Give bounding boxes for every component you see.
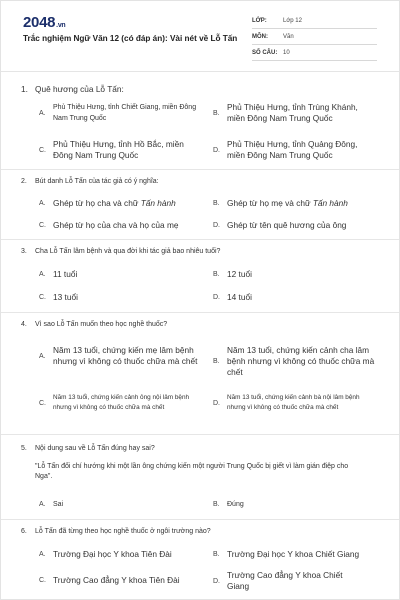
question-quote: "Lỗ Tấn đổi chí hướng khi một lần ông chứng kiến một người Trung Quốc bị giết vì làm gián điệp cho Nga". bbox=[35, 463, 349, 480]
meta-row-count: SỐ CÂU: 10 bbox=[252, 45, 377, 61]
option-b[interactable]: B. Đúng bbox=[213, 501, 244, 508]
divider bbox=[1, 239, 399, 240]
question-1 bbox=[21, 84, 381, 94]
option-d[interactable]: D. Năm 13 tuổi, chứng kiến cảnh bà nội lâm bệnh nhưng vì không có thuốc chữa mà chết bbox=[213, 394, 360, 411]
page-title: Trắc nghiệm Ngữ Văn 12 (có đáp án): Vài nét về Lỗ Tấn bbox=[23, 34, 238, 43]
option-c[interactable]: C. Phủ Thiệu Hưng, tỉnh Hồ Bắc, miền Đông Nam Trung Quốc bbox=[39, 139, 184, 160]
option-b[interactable]: B. Phủ Thiệu Hưng, tỉnh Trùng Khánh, miền Đông Nam Trung Quốc bbox=[213, 102, 358, 123]
meta-info bbox=[252, 13, 377, 61]
option-c[interactable]: C. Trường Cao đẳng Y khoa Tiên Đài bbox=[39, 575, 180, 585]
divider bbox=[1, 169, 399, 170]
option-d[interactable]: D. Trường Cao đẳng Y khoa Chiết Giang bbox=[213, 570, 343, 591]
question-stem: 3. Cha Lỗ Tấn lâm bệnh và qua đời khi tác giả bao nhiêu tuổi? bbox=[21, 248, 221, 255]
question-stem: 2. Bút danh Lỗ Tấn của tác giả có ý nghĩa: bbox=[21, 178, 159, 185]
option-b[interactable]: B. Năm 13 tuổi, chứng kiến cảnh cha lâm bệnh nhưng vì không có thuốc chữa mà chết bbox=[213, 345, 375, 377]
divider bbox=[1, 434, 399, 435]
option-a[interactable]: A. Năm 13 tuổi, chứng kiến mẹ lâm bệnh nhưng vì không có thuốc chữa mà chết bbox=[39, 345, 198, 366]
option-b[interactable]: B. 12 tuổi bbox=[213, 269, 252, 279]
question-3 bbox=[21, 248, 381, 255]
question-stem: 6. Lỗ Tấn đã từng theo học nghề thuốc ở ngôi trường nào? bbox=[21, 528, 211, 535]
option-a[interactable]: A. Trường Đại học Y khoa Tiên Đài bbox=[39, 549, 172, 559]
question-6 bbox=[21, 528, 381, 535]
question-2 bbox=[21, 178, 381, 185]
meta-row-class: LỚP: Lớp 12 bbox=[252, 13, 377, 29]
option-a[interactable]: A. Ghép từ họ cha và chữ Tấn hành bbox=[39, 198, 176, 208]
option-b[interactable]: B. Ghép từ họ mẹ và chữ Tấn hành bbox=[213, 198, 348, 208]
option-c[interactable]: C. 13 tuổi bbox=[39, 292, 78, 302]
divider bbox=[1, 312, 399, 313]
question-stem: 4. Vì sao Lỗ Tấn muốn theo học nghề thuốc? bbox=[21, 321, 168, 328]
question-4 bbox=[21, 321, 381, 328]
question-stem: 1. Quê hương của Lỗ Tấn: bbox=[21, 84, 124, 94]
option-d[interactable]: D. 14 tuổi bbox=[213, 292, 252, 302]
option-a[interactable]: A. Sai bbox=[39, 501, 64, 508]
option-a[interactable]: A. Phủ Thiệu Hưng, tỉnh Chiết Giang, miền Đông Nam Trung Quốc bbox=[39, 104, 197, 122]
site-logo[interactable]: 2048.vn bbox=[23, 14, 66, 31]
option-c[interactable]: C. Ghép từ họ của cha và họ của mẹ bbox=[39, 220, 179, 230]
meta-row-subject: MÔN: Văn bbox=[252, 29, 377, 45]
question-5 bbox=[21, 445, 381, 482]
divider bbox=[1, 519, 399, 520]
option-b[interactable]: B. Trường Đại học Y khoa Chiết Giang bbox=[213, 549, 360, 559]
worksheet-header bbox=[1, 1, 399, 72]
option-c[interactable]: C. Năm 13 tuổi, chứng kiến cảnh ông nội lâm bệnh nhưng vì không có thuốc chữa mà chết bbox=[39, 394, 190, 411]
option-d[interactable]: D. Ghép từ tên quê hương của ông bbox=[213, 220, 347, 230]
option-a[interactable]: A. 11 tuổi bbox=[39, 269, 78, 279]
question-stem: 5. Nội dung sau về Lỗ Tấn đúng hay sai? bbox=[21, 445, 155, 452]
option-d[interactable]: D. Phủ Thiệu Hưng, tỉnh Quảng Đông, miền Đông Nam Trung Quốc bbox=[213, 139, 358, 160]
